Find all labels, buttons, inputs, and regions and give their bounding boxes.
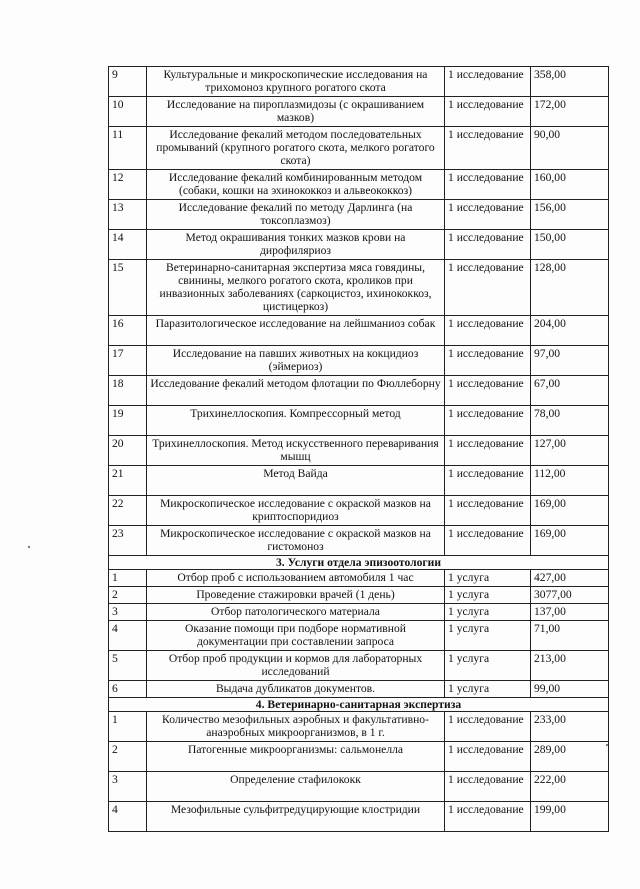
section-4-title: 4. Ветеринарно-санитарная экспертиза [109, 698, 609, 712]
price-cell: 204,00 [531, 316, 609, 346]
service-description: Трихинеллоскопия. Компрессорный метод [147, 406, 445, 436]
service-description: Исследование на пироплазмидозы (с окрашиванием мазков) [147, 97, 445, 127]
table-row [109, 230, 609, 260]
row-number: 3 [109, 772, 147, 802]
price-cell: 199,00 [531, 802, 609, 832]
unit-of-measure: 1 исследование [445, 742, 531, 772]
price-cell: 427,00 [531, 570, 609, 587]
row-number: 2 [109, 587, 147, 604]
price-cell: 233,00 [531, 712, 609, 742]
unit-of-measure: 1 исследование [445, 526, 531, 556]
table-row [109, 651, 609, 681]
service-description: Исследование фекалий комбинированным методом (собаки, кошки на эхинококкоз и альвеококкоз) [147, 170, 445, 200]
row-number: 20 [109, 436, 147, 466]
table-row [109, 170, 609, 200]
price-cell: 71,00 [531, 621, 609, 651]
unit-of-measure: 1 исследование [445, 496, 531, 526]
unit-of-measure: 1 исследование [445, 230, 531, 260]
row-number: 18 [109, 376, 147, 406]
service-description: Исследование фекалий методом последовательных промываний (крупного рогатого скота, мелкого рогатого скота) [147, 127, 445, 170]
price-cell: 169,00 [531, 496, 609, 526]
table-row [109, 681, 609, 698]
service-description: Отбор патологического материала [147, 604, 445, 621]
unit-of-measure: 1 исследование [445, 406, 531, 436]
row-number: 22 [109, 496, 147, 526]
table-row [109, 712, 609, 742]
price-cell: 127,00 [531, 436, 609, 466]
table-row [109, 406, 609, 436]
price-table [108, 66, 609, 832]
service-description: Микроскопическое исследование с окраской мазков на гистомоноз [147, 526, 445, 556]
row-number: 1 [109, 570, 147, 587]
row-number: 15 [109, 260, 147, 316]
unit-of-measure: 1 исследование [445, 67, 531, 97]
table-row [109, 526, 609, 556]
unit-of-measure: 1 услуга [445, 570, 531, 587]
service-description: Исследование фекалий по методу Дарлинга (на токсоплазмоз) [147, 200, 445, 230]
row-number: 13 [109, 200, 147, 230]
table-row [109, 316, 609, 346]
service-description: Отбор проб с использованием автомобиля 1 час [147, 570, 445, 587]
section-3-rows [109, 570, 609, 698]
table-row [109, 742, 609, 772]
price-cell: 169,00 [531, 526, 609, 556]
price-cell: 222,00 [531, 772, 609, 802]
price-cell: 67,00 [531, 376, 609, 406]
unit-of-measure: 1 исследование [445, 376, 531, 406]
price-cell: 358,00 [531, 67, 609, 97]
service-description: Метод окрашивания тонких мазков крови на дирофиляриоз [147, 230, 445, 260]
price-cell: 150,00 [531, 230, 609, 260]
table-row [109, 587, 609, 604]
service-description: Исследование на павших животных на кокцидиоз (эймериоз) [147, 346, 445, 376]
table-row [109, 496, 609, 526]
service-description: Определение стафилококк [147, 772, 445, 802]
unit-of-measure: 1 исследование [445, 260, 531, 316]
row-number: 2 [109, 742, 147, 772]
row-number: 23 [109, 526, 147, 556]
unit-of-measure: 1 исследование [445, 772, 531, 802]
row-number: 12 [109, 170, 147, 200]
service-description: Патогенные микроорганизмы: сальмонелла [147, 742, 445, 772]
row-number: 9 [109, 67, 147, 97]
unit-of-measure: 1 услуга [445, 651, 531, 681]
row-number: 14 [109, 230, 147, 260]
service-description: Ветеринарно-санитарная экспертиза мяса говядины, свинины, мелкого рогатого скота, кроликов при инвазионных заболеваниях (саркоцистоз, ихинококкоз, цистицеркоз) [147, 260, 445, 316]
section-4-rows [109, 712, 609, 832]
price-cell: 213,00 [531, 651, 609, 681]
service-description: Выдача дубликатов документов. [147, 681, 445, 698]
unit-of-measure: 1 услуга [445, 604, 531, 621]
service-description: Количество мезофильных аэробных и факультативно-анаэробных микроорганизмов, в 1 г. [147, 712, 445, 742]
row-number: 4 [109, 802, 147, 832]
row-number: 19 [109, 406, 147, 436]
table-row [109, 570, 609, 587]
row-number: 17 [109, 346, 147, 376]
price-cell: 172,00 [531, 97, 609, 127]
unit-of-measure: 1 исследование [445, 346, 531, 376]
price-cell: 128,00 [531, 260, 609, 316]
unit-of-measure: 1 исследование [445, 200, 531, 230]
service-description: Микроскопическое исследование с окраской мазков на криптоспоридиоз [147, 496, 445, 526]
table-row [109, 802, 609, 832]
service-description: Отбор проб продукции и кормов для лабораторных исследований [147, 651, 445, 681]
table-row [109, 346, 609, 376]
row-number: 6 [109, 681, 147, 698]
unit-of-measure: 1 исследование [445, 127, 531, 170]
price-cell: 97,00 [531, 346, 609, 376]
service-description: Исследование фекалий методом флотации по Фюллеборну [147, 376, 445, 406]
unit-of-measure: 1 исследование [445, 712, 531, 742]
row-number: 3 [109, 604, 147, 621]
table-row [109, 67, 609, 97]
price-cell: 112,00 [531, 466, 609, 496]
service-description: Паразитологическое исследование на лейшманиоз собак [147, 316, 445, 346]
section-2-rows [109, 67, 609, 556]
service-description: Культуральные и микроскопические исследования на трихомоноз крупного рогатого скота [147, 67, 445, 97]
section-header [109, 556, 609, 570]
price-cell: 160,00 [531, 170, 609, 200]
table-row [109, 200, 609, 230]
unit-of-measure: 1 исследование [445, 802, 531, 832]
unit-of-measure: 1 исследование [445, 466, 531, 496]
service-description: Оказание помощи при подборе нормативной документации при составлении запроса [147, 621, 445, 651]
scan-speck [606, 744, 608, 746]
unit-of-measure: 1 исследование [445, 97, 531, 127]
table-row [109, 436, 609, 466]
table-row [109, 97, 609, 127]
price-cell: 137,00 [531, 604, 609, 621]
service-description: Проведение стажировки врачей (1 день) [147, 587, 445, 604]
unit-of-measure: 1 услуга [445, 587, 531, 604]
table-row [109, 376, 609, 406]
unit-of-measure: 1 услуга [445, 681, 531, 698]
row-number: 1 [109, 712, 147, 742]
service-description: Мезофильные сульфитредуцирующие клостридии [147, 802, 445, 832]
price-cell: 3077,00 [531, 587, 609, 604]
price-cell: 78,00 [531, 406, 609, 436]
row-number: 11 [109, 127, 147, 170]
service-description: Метод Вайда [147, 466, 445, 496]
unit-of-measure: 1 услуга [445, 621, 531, 651]
price-cell: 156,00 [531, 200, 609, 230]
row-number: 21 [109, 466, 147, 496]
row-number: 16 [109, 316, 147, 346]
price-cell: 99,00 [531, 681, 609, 698]
section-header [109, 698, 609, 712]
price-cell: 90,00 [531, 127, 609, 170]
row-number: 5 [109, 651, 147, 681]
section-3-title: 3. Услуги отдела эпизоотологии [109, 556, 609, 570]
table-row [109, 772, 609, 802]
table-row [109, 621, 609, 651]
table-row [109, 127, 609, 170]
unit-of-measure: 1 исследование [445, 170, 531, 200]
row-number: 10 [109, 97, 147, 127]
unit-of-measure: 1 исследование [445, 316, 531, 346]
unit-of-measure: 1 исследование [445, 436, 531, 466]
price-cell: 289,00 [531, 742, 609, 772]
service-description: Трихинеллоскопия. Метод искусственного переваривания мышц [147, 436, 445, 466]
table-row [109, 260, 609, 316]
table-row [109, 466, 609, 496]
scan-speck [28, 546, 30, 548]
row-number: 4 [109, 621, 147, 651]
table-row [109, 604, 609, 621]
